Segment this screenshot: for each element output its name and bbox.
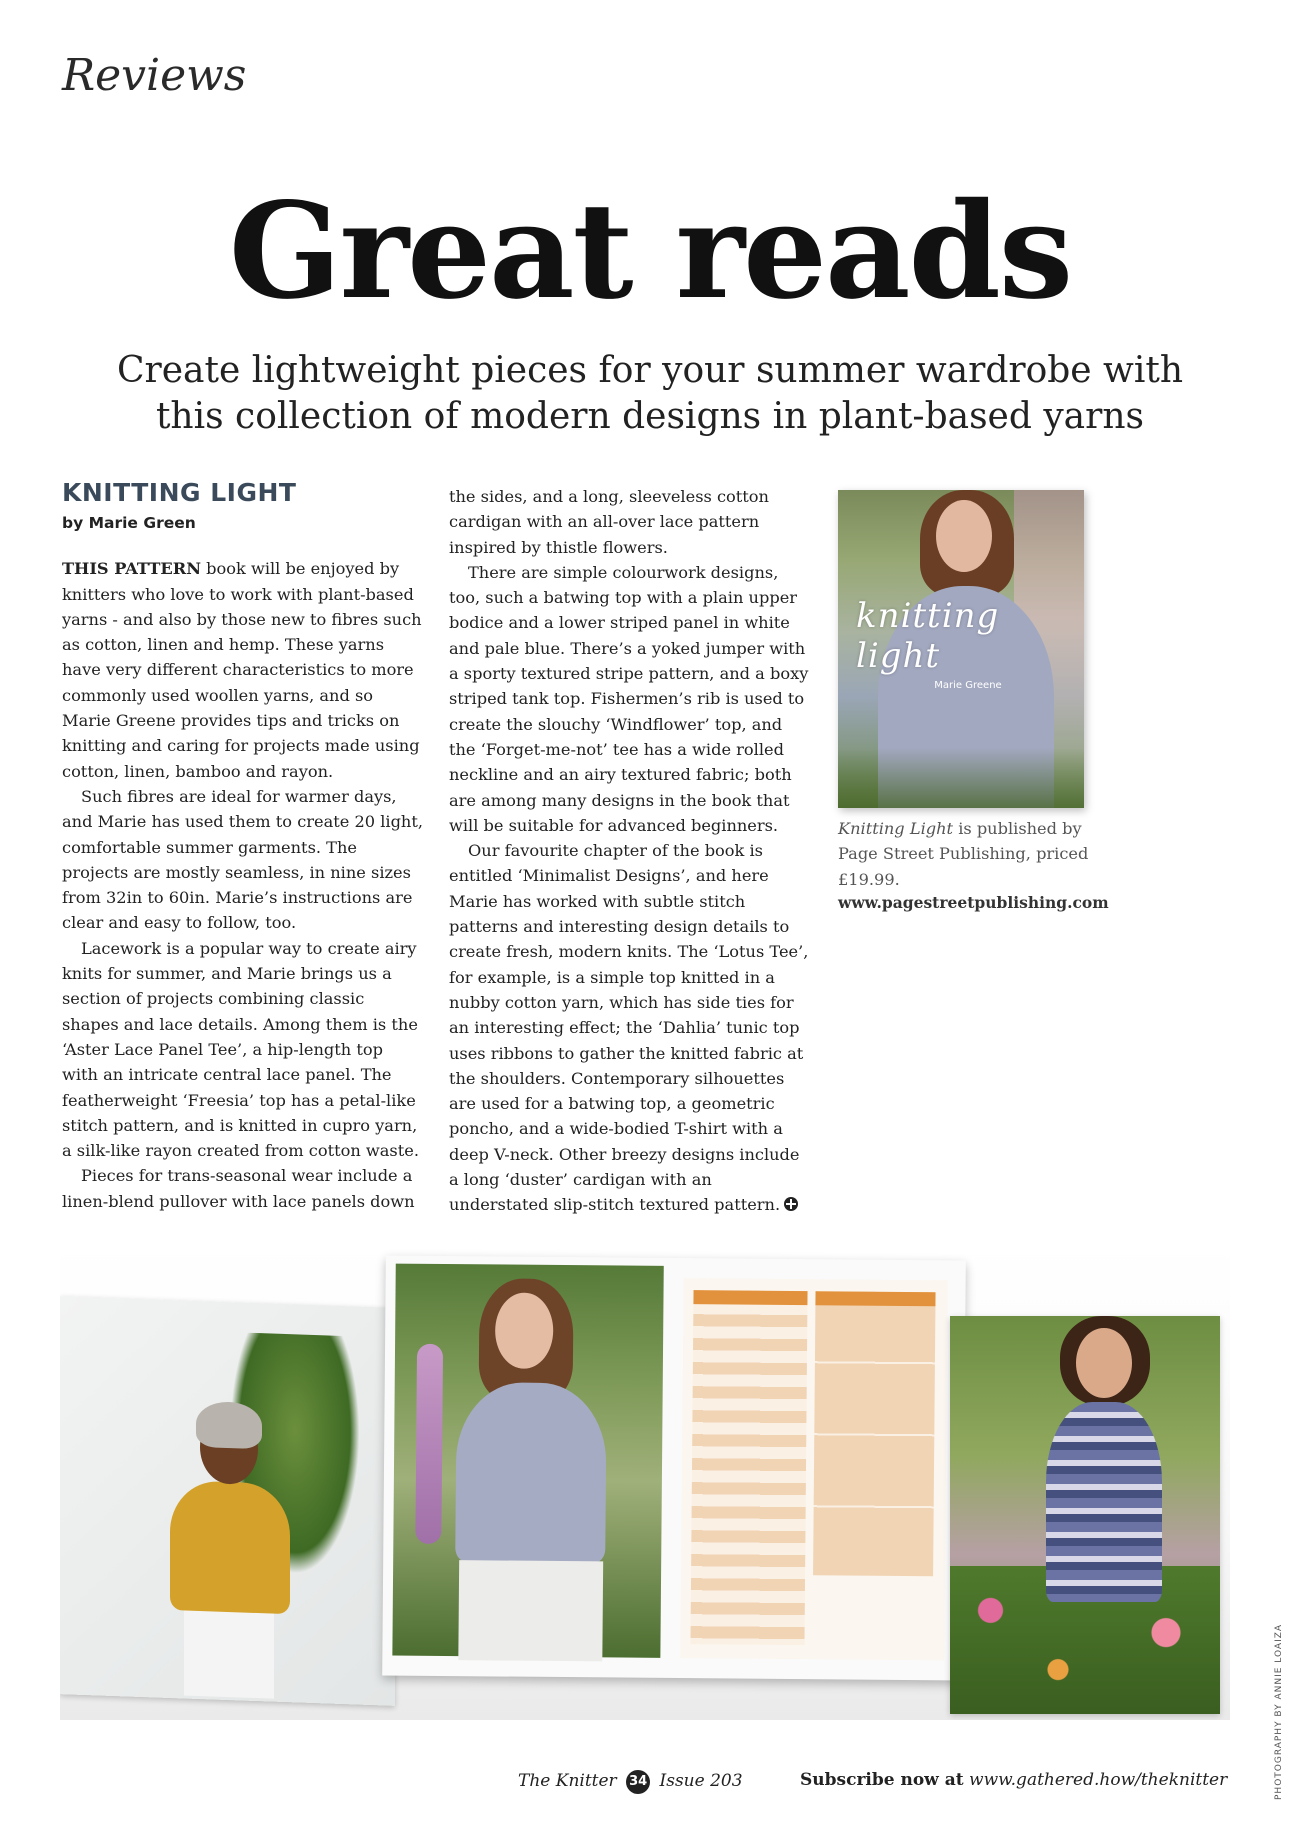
paragraph: the sides, and a long, sleeveless cotton cardigan with an all-over lace pattern inspired by thistle flowers. (449, 487, 769, 557)
subscribe-label: Subscribe now at (800, 1770, 964, 1790)
caption-book-title: Knitting Light (838, 819, 954, 838)
book-title: KNITTING LIGHT (62, 478, 297, 507)
headline: Great reads (228, 174, 1072, 329)
striped-tank-top (1046, 1402, 1162, 1602)
issue-number: Issue 203 (659, 1771, 743, 1791)
spread-open-book (382, 1255, 966, 1680)
paragraph-text: book will be enjoyed by knitters who love to work with plant-based yarns - and also by those new to fibres such as cotton, linen and hemp. These yarns have very different characteristics to more commonly used woollen yarns, and so Marie Greene provides tips and tricks on knitting and caring for projects made using cotton, linen, bamboo and rayon. (62, 559, 422, 781)
paragraph (449, 838, 811, 1217)
spread-photo-middle (392, 1264, 663, 1658)
photo-credit: PHOTOGRAPHY BY ANNIE LOAIZA (1274, 1623, 1284, 1800)
lead-in: THIS PATTERN (62, 559, 202, 579)
cover-title: knitting light (856, 596, 1000, 676)
footer-subscribe (800, 1770, 1227, 1790)
caption-text: is published by Page Street Publishing, priced £19.99. (838, 819, 1089, 889)
page-number: 34 (626, 1770, 650, 1794)
paragraph: Lacework is a popular way to create airy knits for summer, and Marie brings us a section of projects combining classic shapes and lace details. Among them is the ‘Aster Lace Panel Tee’, a hip-length top with an intricate central lace panel. The featherweight ‘Freesia’ top has a petal-like stitch pattern, and is knitted in cupro yarn, a silk-like rayon created from cotton waste. (62, 938, 419, 1161)
spread-page-left (60, 1296, 395, 1706)
cover-model-face (936, 500, 992, 572)
footer-magazine (518, 1770, 743, 1794)
grey-lace-top (455, 1382, 607, 1563)
section-label: Reviews (62, 50, 247, 101)
abbreviations-table-page (680, 1278, 947, 1660)
book-spread-photo (60, 1244, 1230, 1720)
abbreviations-table (690, 1290, 807, 1645)
subscribe-link[interactable]: www.gathered.how/theknitter (969, 1770, 1228, 1790)
standfirst: Create lightweight pieces for your summer wardrobe with this collection of modern designs in plant-based yarns (116, 350, 1184, 437)
paragraph-text: Our favourite chapter of the book is entitled ‘Minimalist Designs’, and here Marie has worked with subtle stitch patterns and interesting design details to create fresh, modern knits. The ‘Lotus Tee’, for example, is a simple top knitted in a nubby cotton yarn, which has side ties for an interesting effect; the ‘Dahlia’ tunic top uses ribbons to gather the knitted fabric at the shoulders. Contemporary silhouettes are used for a batwing top, a geometric poncho, and a wide-bodied T-shirt with a deep V-neck. Other breezy designs include a long ‘duster’ cardigan with an understated slip-stitch textured pattern. (449, 841, 809, 1215)
magazine-name: The Knitter (518, 1771, 617, 1791)
paragraph (62, 556, 424, 784)
review-column-1 (62, 478, 424, 1214)
paragraph: There are simple colourwork designs, too, such a batwing top with a plain upper bodice and a lower striped panel in white and pale blue. There’s a yoked jumper with a sporty textured stripe pattern, and a boxy striped tank top. Fishermen’s rib is used to create the slouchy ‘Windflower’ top, and the ‘Forget-me-not’ tee has a wide rolled neckline and an airy textured fabric; both are among many designs in the book that will be suitable for advanced beginners. (449, 562, 809, 835)
spread-page-right (950, 1316, 1220, 1714)
review-column-2 (449, 484, 811, 1218)
byline: by Marie Green (62, 514, 196, 532)
cover-caption (838, 816, 1118, 892)
materials-table (813, 1291, 935, 1576)
paragraph: Such fibres are ideal for warmer days, and Marie has used them to create 20 light, comfortable summer garments. The projects are mostly seamless, in nine sizes from 32in to 60in. Marie’s instructions are clear and easy to follow, too. (62, 786, 424, 933)
book-cover-image (838, 490, 1084, 808)
publisher-link[interactable]: www.pagestreetpublishing.com (838, 893, 1109, 912)
yellow-sweater (170, 1480, 290, 1614)
end-mark-icon (784, 1197, 798, 1211)
paragraph: Pieces for trans-seasonal wear include a linen-blend pullover with lace panels down (62, 1166, 415, 1211)
cover-author: Marie Greene (934, 680, 1002, 691)
